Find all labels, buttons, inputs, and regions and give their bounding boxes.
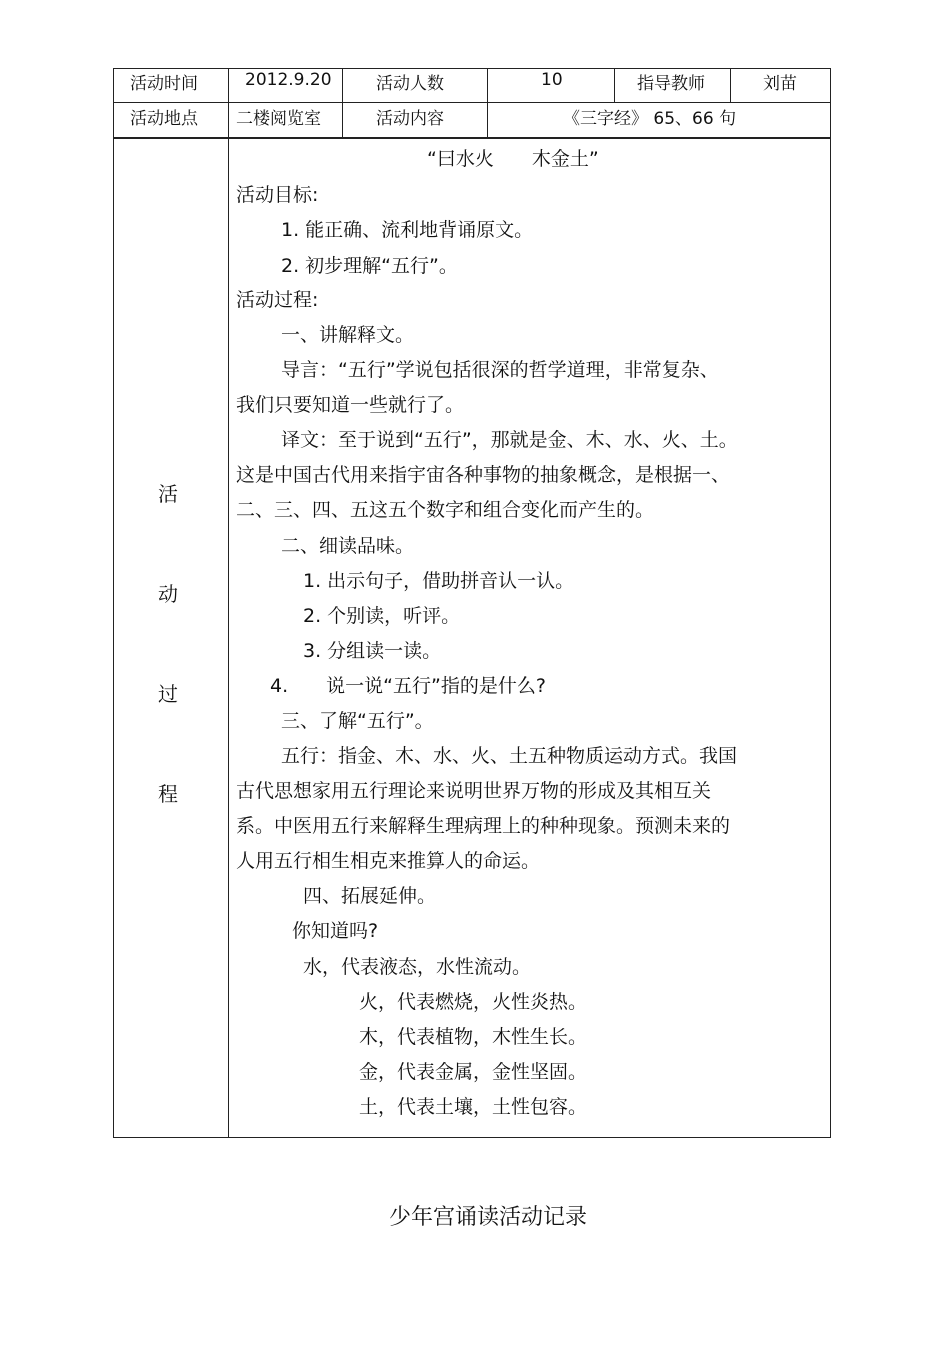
side-label-char: 过	[158, 682, 178, 706]
side-label-char: 动	[158, 582, 178, 606]
section-heading: 二、细读品味。	[281, 535, 415, 557]
teacher-label: 指导教师	[637, 74, 705, 94]
paragraph-line: 二、三、四、五这五个数字和组合变化而产生的。	[236, 499, 655, 521]
count-value: 10	[541, 70, 563, 90]
paragraph-line: 译文：至于说到“五行”，那就是金、木、水、火、土。	[281, 429, 738, 451]
table-column-divider	[228, 68, 229, 1138]
table-header-bottom	[113, 137, 831, 139]
side-label-char: 活	[158, 482, 178, 506]
paragraph-line: 古代思想家用五行理论来说明世界万物的形成及其相互关	[236, 780, 712, 802]
goal-item: 2. 初步理解“五行”。	[281, 255, 458, 277]
list-item: 4. 说一说“五行”指的是什么?	[270, 675, 546, 697]
goal-item: 1. 能正确、流利地背诵原文。	[281, 219, 534, 241]
page-footer-title: 少年宫诵读活动记录	[389, 1205, 588, 1230]
place-label: 活动地点	[130, 109, 198, 129]
time-value: 2012.9.20	[245, 70, 332, 90]
paragraph-line: 人用五行相生相克来推算人的命运。	[236, 850, 541, 872]
element-line: 木，代表植物，木性生长。	[359, 1026, 588, 1048]
table-border-left	[113, 68, 114, 1138]
table-column-divider	[614, 68, 615, 103]
place-value: 二楼阅览室	[236, 109, 321, 129]
teacher-value: 刘苗	[763, 74, 797, 94]
section-heading: 四、拓展延伸。	[303, 885, 437, 907]
element-line: 金，代表金属，金性坚固。	[359, 1061, 588, 1083]
content-value: 《三字经》 65、66 句	[563, 109, 737, 129]
paragraph-line: 系。中医用五行来解释生理病理上的种种现象。预测未来的	[236, 815, 731, 837]
element-line: 水，代表液态，水性流动。	[303, 956, 532, 978]
paragraph-line: 导言：“五行”学说包括很深的哲学道理，非常复杂、	[281, 359, 719, 381]
list-item: 3. 分组读一读。	[303, 640, 442, 662]
goal-heading: 活动目标:	[236, 184, 319, 206]
paragraph-line: 这是中国古代用来指宇宙各种事物的抽象概念，是根据一、	[236, 464, 731, 486]
table-column-divider	[342, 68, 343, 138]
paragraph-line: 我们只要知道一些就行了。	[236, 394, 465, 416]
process-heading: 活动过程:	[236, 289, 319, 311]
count-label: 活动人数	[376, 74, 444, 94]
section-heading: 三、了解“五行”。	[281, 710, 434, 732]
table-border-right	[830, 68, 831, 1138]
list-item: 2. 个别读，听评。	[303, 605, 461, 627]
side-label-char: 程	[158, 782, 178, 806]
element-line: 土，代表土壤，土性包容。	[359, 1096, 588, 1118]
table-column-divider	[487, 68, 488, 138]
activity-title: “曰水火 木金土”	[427, 148, 599, 170]
table-border-bottom	[113, 1137, 831, 1138]
table-border-top	[113, 68, 831, 69]
list-item: 1. 出示句子，借助拼音认一认。	[303, 570, 575, 592]
table-header-divider	[113, 102, 831, 103]
table-column-divider	[730, 68, 731, 103]
time-label: 活动时间	[130, 74, 198, 94]
section-heading: 一、讲解释文。	[281, 324, 415, 346]
paragraph-line: 五行：指金、木、水、火、土五种物质运动方式。我国	[281, 745, 738, 767]
element-line: 火，代表燃烧，火性炎热。	[359, 991, 588, 1013]
content-label: 活动内容	[376, 109, 444, 129]
question-line: 你知道吗?	[292, 920, 379, 942]
